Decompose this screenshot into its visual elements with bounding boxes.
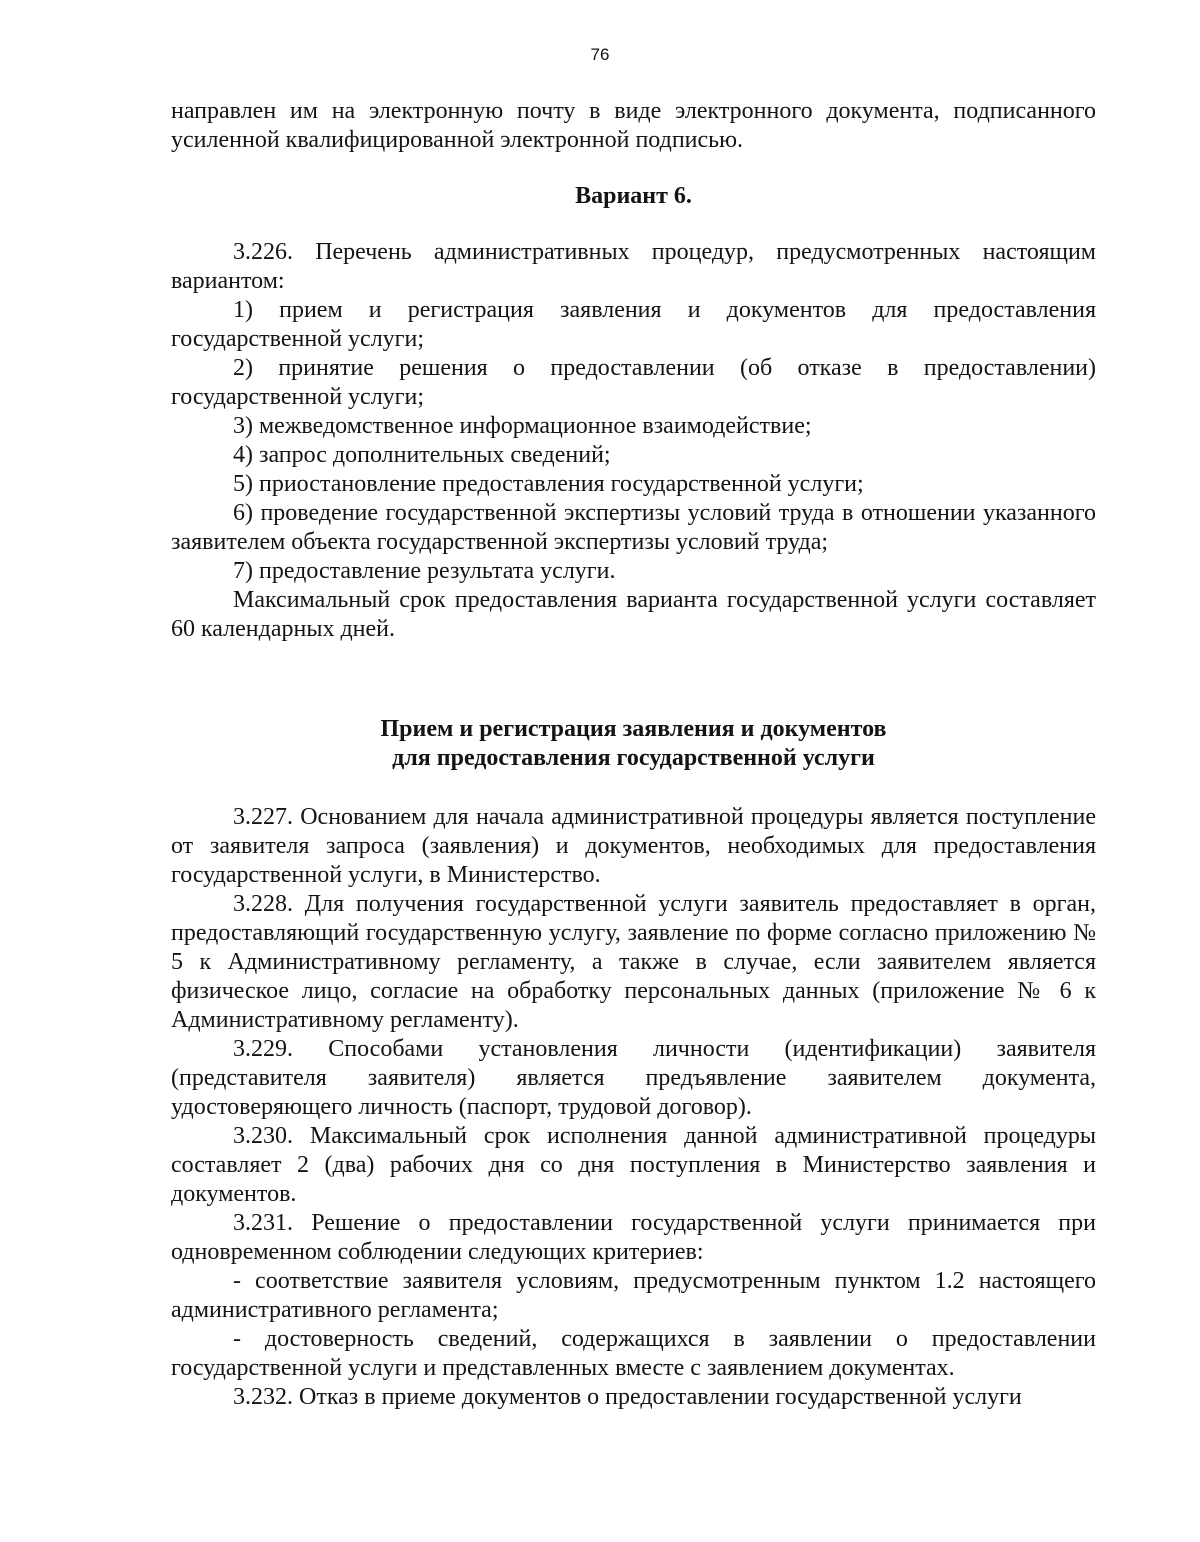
section-paragraph: 3.228. Для получения государственной услуги заявитель предоставляет в орган, предоставляющий государственную услугу, заявление по форме согласно приложению № 5 к Административному регламенту, а также в случае, если заявителем является физическое лицо, согласие на обработку персональных данных (приложение № 6 к Административному регламенту).	[171, 891, 1096, 1033]
procedures-lead: 3.226. Перечень административных процедур, предусмотренных настоящим вариантом:	[171, 239, 1096, 294]
procedure-item: 2) принятие решения о предоставлении (об отказе в предоставлении) государственной услуги;	[171, 355, 1096, 410]
section-paragraph: 3.231. Решение о предоставлении государственной услуги принимается при одновременном соблюдении следующих критериев:	[171, 1210, 1096, 1265]
section-paragraph: 3.229. Способами установления личности (идентификации) заявителя (представителя заявителя) является предъявление заявителем документа, удостоверяющего личность (паспорт, трудовой договор).	[171, 1036, 1096, 1120]
procedure-item: 5) приостановление предоставления государственной услуги;	[233, 471, 864, 497]
max-term-paragraph: Максимальный срок предоставления варианта государственной услуги составляет 60 календарных дней.	[171, 587, 1096, 642]
section-paragraph: 3.232. Отказ в приеме документов о предоставлении государственной услуги	[233, 1384, 1022, 1410]
procedure-item: 1) прием и регистрация заявления и документов для предоставления государственной услуги;	[171, 297, 1096, 352]
section-heading	[171, 715, 1096, 773]
procedures-block	[171, 238, 1096, 644]
page-number: 76	[590, 45, 610, 64]
intro-paragraph: направлен им на электронную почту в виде электронного документа, подписанного усиленной квалифицированной электронной подписью.	[171, 98, 1096, 153]
section-body	[171, 803, 1096, 1412]
procedure-item: 4) запрос дополнительных сведений;	[233, 442, 611, 468]
section-heading-line-2: для предоставления государственной услуги	[392, 745, 875, 771]
procedure-item: 7) предоставление результата услуги.	[233, 558, 616, 584]
criterion-item: - соответствие заявителя условиям, предусмотренным пунктом 1.2 настоящего административного регламента;	[171, 1268, 1096, 1323]
document-body	[171, 97, 1096, 1412]
procedure-item: 3) межведомственное информационное взаимодействие;	[233, 413, 812, 439]
section-heading-line-1: Прием и регистрация заявления и документов	[380, 716, 887, 742]
variant-heading: Вариант 6.	[575, 183, 692, 209]
criterion-item: - достоверность сведений, содержащихся в заявлении о предоставлении государственной услуги и представленных вместе с заявлением документах.	[171, 1326, 1096, 1381]
procedure-item: 6) проведение государственной экспертизы условий труда в отношении указанного заявителем объекта государственной экспертизы условий труда;	[171, 500, 1096, 555]
section-paragraph: 3.227. Основанием для начала административной процедуры является поступление от заявителя запроса (заявления) и документов, необходимых для предоставления государственной услуги, в Министерство.	[171, 804, 1096, 888]
section-paragraph: 3.230. Максимальный срок исполнения данной административной процедуры составляет 2 (два) рабочих дня со дня поступления в Министерство заявления и документов.	[171, 1123, 1096, 1207]
